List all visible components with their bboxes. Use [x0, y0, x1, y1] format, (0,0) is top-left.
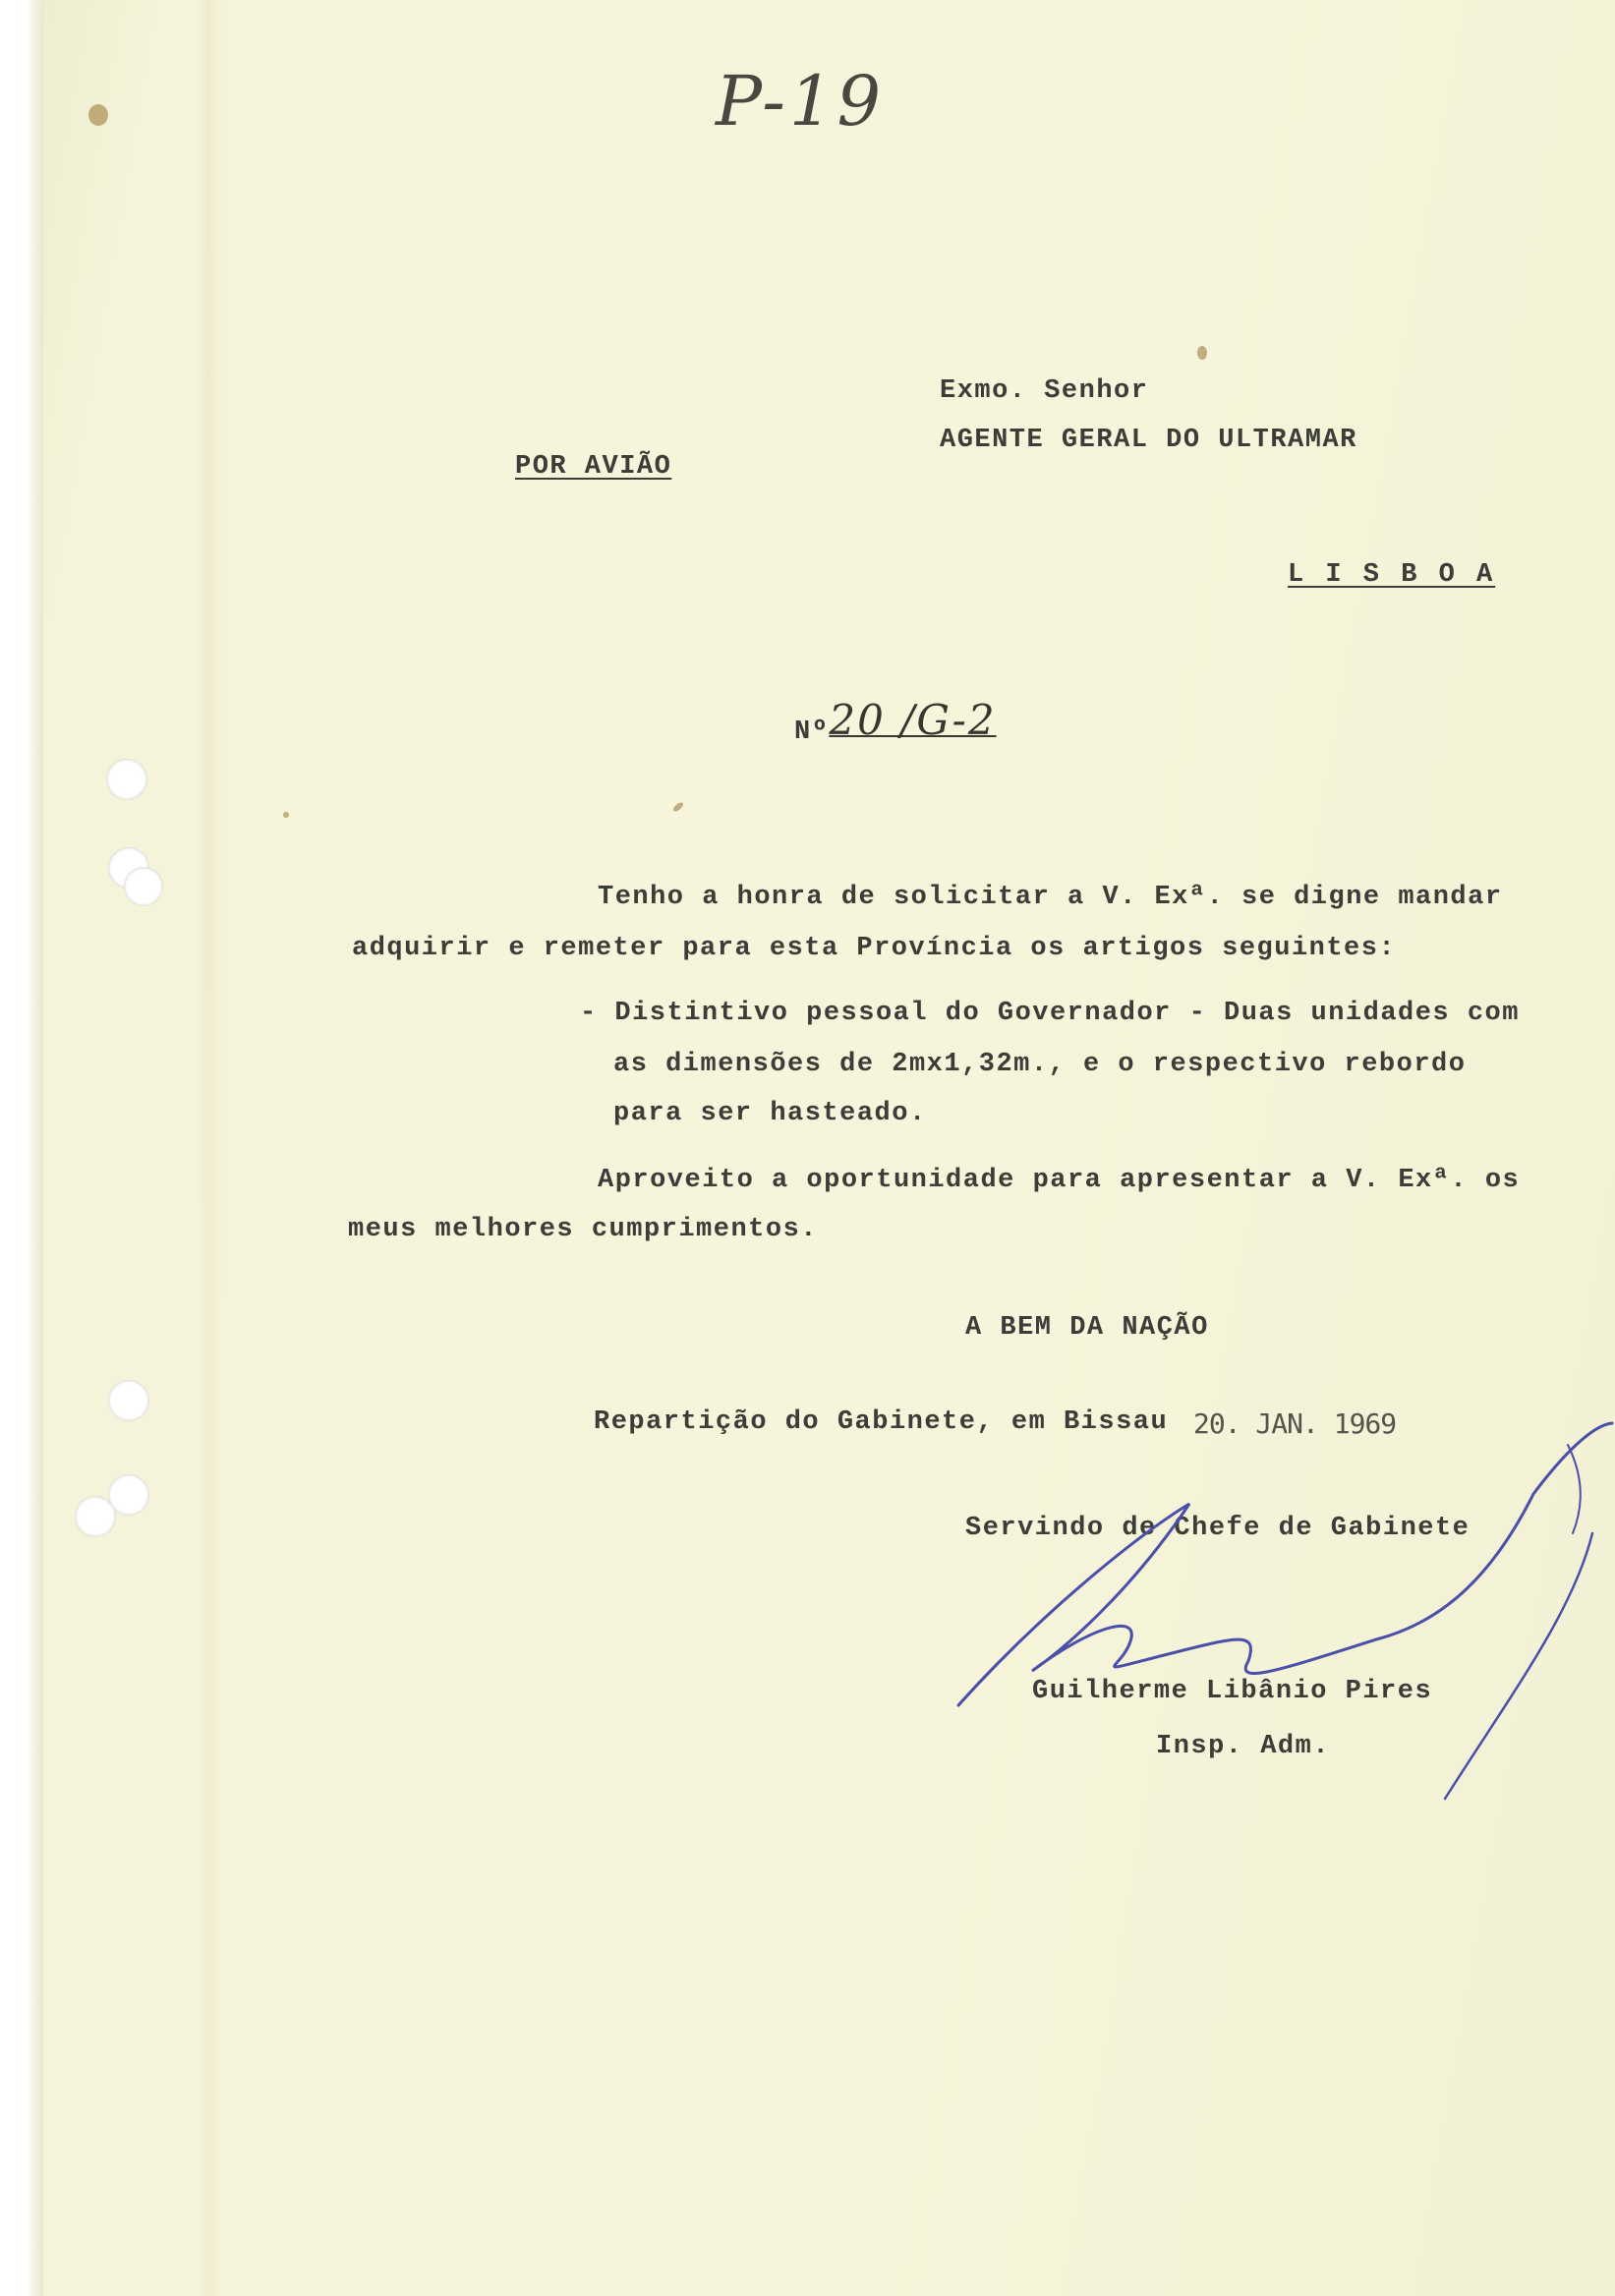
- place-line: Repartição do Gabinete, em Bissau: [594, 1407, 1169, 1437]
- item-line-3: para ser hasteado.: [613, 1099, 927, 1128]
- signatory-name: Guilherme Libânio Pires: [1032, 1677, 1433, 1706]
- signatory-title: Insp. Adm.: [1156, 1732, 1331, 1761]
- salutation: Exmo. Senhor: [940, 376, 1149, 406]
- signatory-role: Servindo de Chefe de Gabinete: [965, 1514, 1471, 1543]
- date-stamp: 20. JAN. 1969: [1193, 1407, 1397, 1440]
- recipient: AGENTE GERAL DO ULTRAMAR: [940, 426, 1357, 455]
- body-paragraph-2-line-1: Aproveito a oportunidade para apresentar a V. Exª. os: [598, 1166, 1521, 1195]
- body-paragraph-2-line-2: meus melhores cumprimentos.: [348, 1215, 818, 1244]
- reference-prefix: Nº: [794, 718, 830, 747]
- recipient-city: L I S B O A: [1288, 560, 1496, 590]
- body-paragraph-1-line-2: adquirir e remeter para esta Província os artigos seguintes:: [352, 934, 1397, 963]
- reference-handwritten: 20 /G-2: [829, 696, 997, 744]
- archive-annotation: P-19: [716, 61, 885, 142]
- delivery-method: POR AVIÃO: [515, 452, 672, 482]
- item-line-1: - Distintivo pessoal do Governador - Duas unidades com: [580, 999, 1520, 1028]
- closing-motto: A BEM DA NAÇÃO: [965, 1313, 1209, 1343]
- item-line-2: as dimensões de 2mx1,32m., e o respectivo rebordo: [613, 1050, 1467, 1079]
- body-paragraph-1-line-1: Tenho a honra de solicitar a V. Exª. se digne mandar: [598, 883, 1503, 912]
